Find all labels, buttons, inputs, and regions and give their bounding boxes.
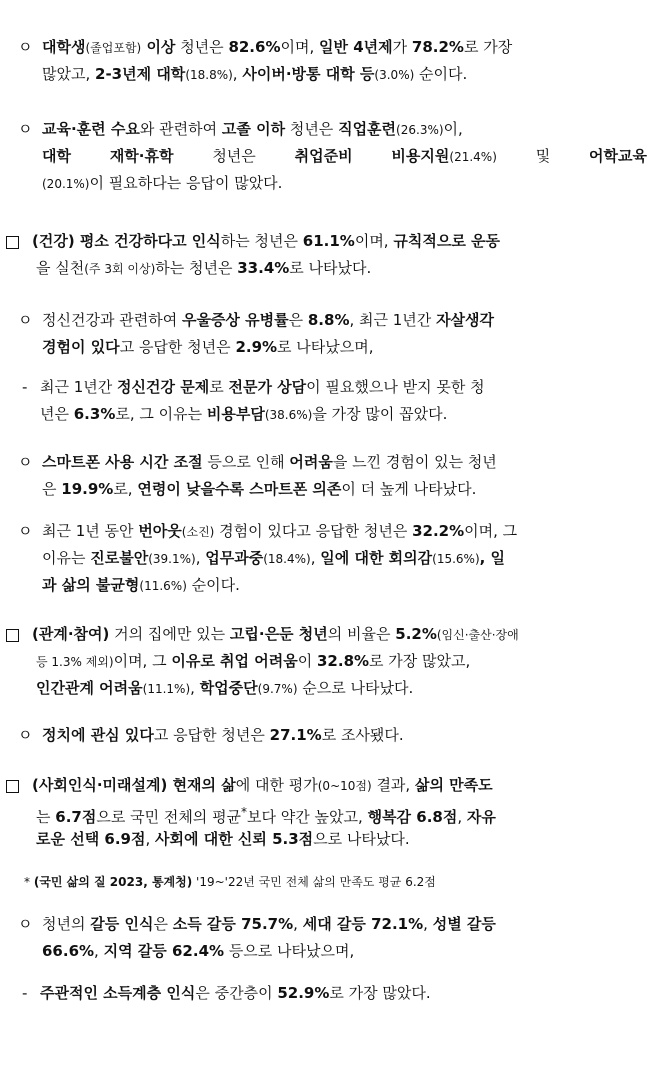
paragraph-university [42,34,647,88]
text-line: 을 실천(주 3회 이상)하는 청년은 33.4%로 나타났다. [36,259,372,277]
text-line: 대학 재학·휴학 청년은 취업준비 비용지원(21.4%) 및 어학교육 [42,147,647,165]
text-line: 경험이 있다고 응답한 청년은 2.9%로 나타났으며, [42,338,374,356]
circle-bullet: ㅇ [18,311,33,329]
paragraph-social-perception [32,772,647,853]
text-line: 교육·훈련 수요와 관련하여 고졸 이하 청년은 직업훈련(26.3%)이, [42,120,463,138]
text-line: 이유는 진로불안(39.1%), 업무과중(18.4%), 일에 대한 회의감(15.6%), 일 [42,549,506,567]
text-line: 인간관계 어려움(11.1%), 학업중단(9.7%) 순으로 나타났다. [36,679,414,697]
text-line: 청년의 갈등 인식은 소득 갈등 75.7%, 세대 갈등 72.1%, 성별 갈등 [42,915,496,933]
paragraph-education [42,116,647,197]
footnote: * (국민 삶의 질 2023, 통계청) '19~'22년 국민 전체 삶의 만족도 평균 6.2점 [24,875,436,889]
text-line: 주관적인 소득계층 인식은 중간층이 52.9%로 가장 많았다. [40,984,431,1002]
text-line: (사회인식·미래설계) 현재의 삶에 대한 평가(0~10점) 결과, 삶의 만족도 [32,776,493,794]
text-line: (20.1%)이 필요하다는 응답이 많았다. [42,174,283,192]
square-bullet [6,629,19,642]
dash-bullet: - [22,984,28,1002]
text-line: 정신건강과 관련하여 우울증상 유병률은 8.8%, 최근 1년간 자살생각 [42,311,495,329]
text-line: 최근 1년간 정신건강 문제로 전문가 상담이 필요했으나 받지 못한 청 [40,378,485,396]
paragraph-income-class [40,980,647,1007]
text-line: 많았고, 2-3년제 대학(18.8%), 사이버·방통 대학 등(3.0%) 순이다. [42,65,468,83]
paragraph-politics [42,722,647,749]
paragraph-conflict [42,911,647,965]
circle-bullet: ㅇ [18,522,33,540]
paragraph-health [32,228,647,282]
text-line: 로운 선택 6.9점, 사회에 대한 신뢰 5.3점으로 나타났다. [36,830,410,848]
paragraph-smartphone [42,449,647,503]
circle-bullet: ㅇ [18,38,33,56]
paragraph-relations [32,621,647,702]
text-line: (건강) 평소 건강하다고 인식하는 청년은 61.1%이며, 규칙적으로 운동 [32,232,501,250]
text-line: 스마트폰 사용 시간 조절 등으로 인해 어려움을 느낀 경험이 있는 청년 [42,453,497,471]
dash-bullet: - [22,378,28,396]
circle-bullet: ㅇ [18,726,33,744]
text-line: 대학생(졸업포함) 이상 청년은 82.6%이며, 일반 4년제가 78.2%로 가장 [42,38,513,56]
text-line: 년은 6.3%로, 그 이유는 비용부담(38.6%)을 가장 많이 꼽았다. [40,405,448,423]
text-line: (관계·참여) 거의 집에만 있는 고립·은둔 청년의 비율은 5.2%(임신·출산·장애 [32,625,519,643]
text-line: 정치에 관심 있다고 응답한 청년은 27.1%로 조사됐다. [42,726,404,744]
paragraph-mental-health [42,307,647,361]
paragraph-counseling [40,374,647,428]
text-line: 66.6%, 지역 갈등 62.4% 등으로 나타났으며, [42,942,355,960]
text-line: 최근 1년 동안 번아웃(소진) 경험이 있다고 응답한 청년은 32.2%이며, 그 [42,522,518,540]
circle-bullet: ㅇ [18,915,33,933]
text-line: 는 6.7점으로 국민 전체의 평균*보다 약간 높았고, 행복감 6.8점, 자유 [36,805,496,826]
text-line: 은 19.9%로, 연령이 낮을수록 스마트폰 의존이 더 높게 나타났다. [42,480,477,498]
circle-bullet: ㅇ [18,453,33,471]
circle-bullet: ㅇ [18,120,33,138]
text-line: 등 1.3% 제외)이며, 그 이유로 취업 어려움이 32.8%로 가장 많았고, [36,652,471,670]
text-line: 과 삶의 불균형(11.6%) 순이다. [42,576,240,594]
square-bullet [6,236,19,249]
paragraph-burnout [42,518,647,599]
square-bullet [6,780,19,793]
